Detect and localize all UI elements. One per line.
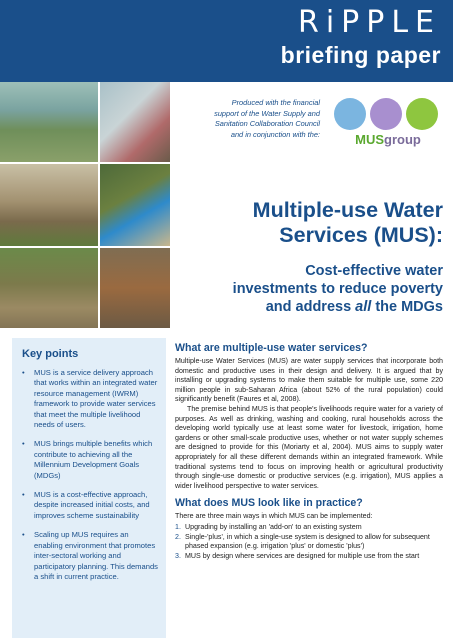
paragraph: There are three main ways in which MUS can be implemented: [175,512,373,521]
list-item: 1. Upgrading by installing an 'add-on' to an existing system [175,522,362,531]
key-point-item: • MUS is a service delivery approach that works within an integrated water resource management (IWRM) framework to provide water services that meet the multiple livelihood needs of users. [22,368,158,430]
photo-livestock [100,248,172,330]
document-title: Multiple-use Water Services (MUS): [252,198,443,247]
key-point-item: • MUS is a cost-effective approach, despite increased initial costs, and improves scheme sustainability [22,490,158,521]
logo-circle-green [406,98,438,130]
section-heading-in-practice: What does MUS look like in practice? [175,497,363,510]
list-item: 3. MUS by design where services are designed for multiple use from the start [175,551,420,560]
photo-hut [0,164,100,248]
key-point-item: • Scaling up MUS requires an enabling environment that promotes inter-sectoral working and participatory planning. This demands a shift in current practice. [22,530,158,582]
photo-women-at-tap [100,82,172,164]
key-points-list [22,368,158,582]
mus-group-wordmark: MUSgroup [355,132,421,147]
main-content [175,342,443,561]
key-points-heading: Key points [22,348,79,360]
implementation-list [175,523,443,561]
key-points-box [12,338,166,638]
photo-farmer-field [0,248,100,330]
document-subtitle: Cost-effective water investments to reduce poverty and address all the MDGs [232,263,443,315]
ripple-logo: RiPPLE [297,5,441,40]
briefing-paper-label: briefing paper [280,42,441,68]
header-banner [0,0,453,82]
photo-collage [0,82,172,330]
paragraph: Multiple-use Water Services (MUS) are water supply services that incorporate both domestic and productive uses in their design and delivery. It is argued that by installing or upgrading systems to make them suitable for multiple use, some 220 million people in sub-Saharan Africa (about 52% of the rural population) could significantly benefit (Faures et al, 2008). [175,357,443,404]
logo-circle-purple [370,98,402,130]
section-heading-what-are: What are multiple-use water services? [175,342,368,354]
photo-reservoir [0,82,100,164]
funding-credit: Produced with the financial support of the Water Supply and Sanitation Collaboration Council and in conjunction with the: [214,98,320,139]
paragraph: The premise behind MUS is that people's livelihoods require water for a variety of purposes. As well as drinking, washing and cooking, rural households across the developing world typically use at least some water for livestock, irrigation, home gardens or other small-scale productive uses, whether or not water supply schemes are designed to provide for this (Moriarty et al, 2004). MUS aims to supply water appropriately for all these different demands within an integrated framework. While traditional systems tend to focus on improving health or agricultural productivity through single-use domestic or productive services (e.g. irrigation), MUS applies a wider livelihood perspective to water services. [175,404,443,490]
logo-circle-blue [334,98,366,130]
list-item: 2. Single-'plus', in which a single-use system is designed to allow for subsequent phased expansion (e.g. irrigation 'plus' or domestic 'plus') [175,532,430,551]
key-point-item: • MUS brings multiple benefits which contribute to achieving all the Millennium Development Goals (MDGs) [22,439,158,481]
mus-group-logo [334,98,442,150]
photo-water-containers [100,164,172,248]
